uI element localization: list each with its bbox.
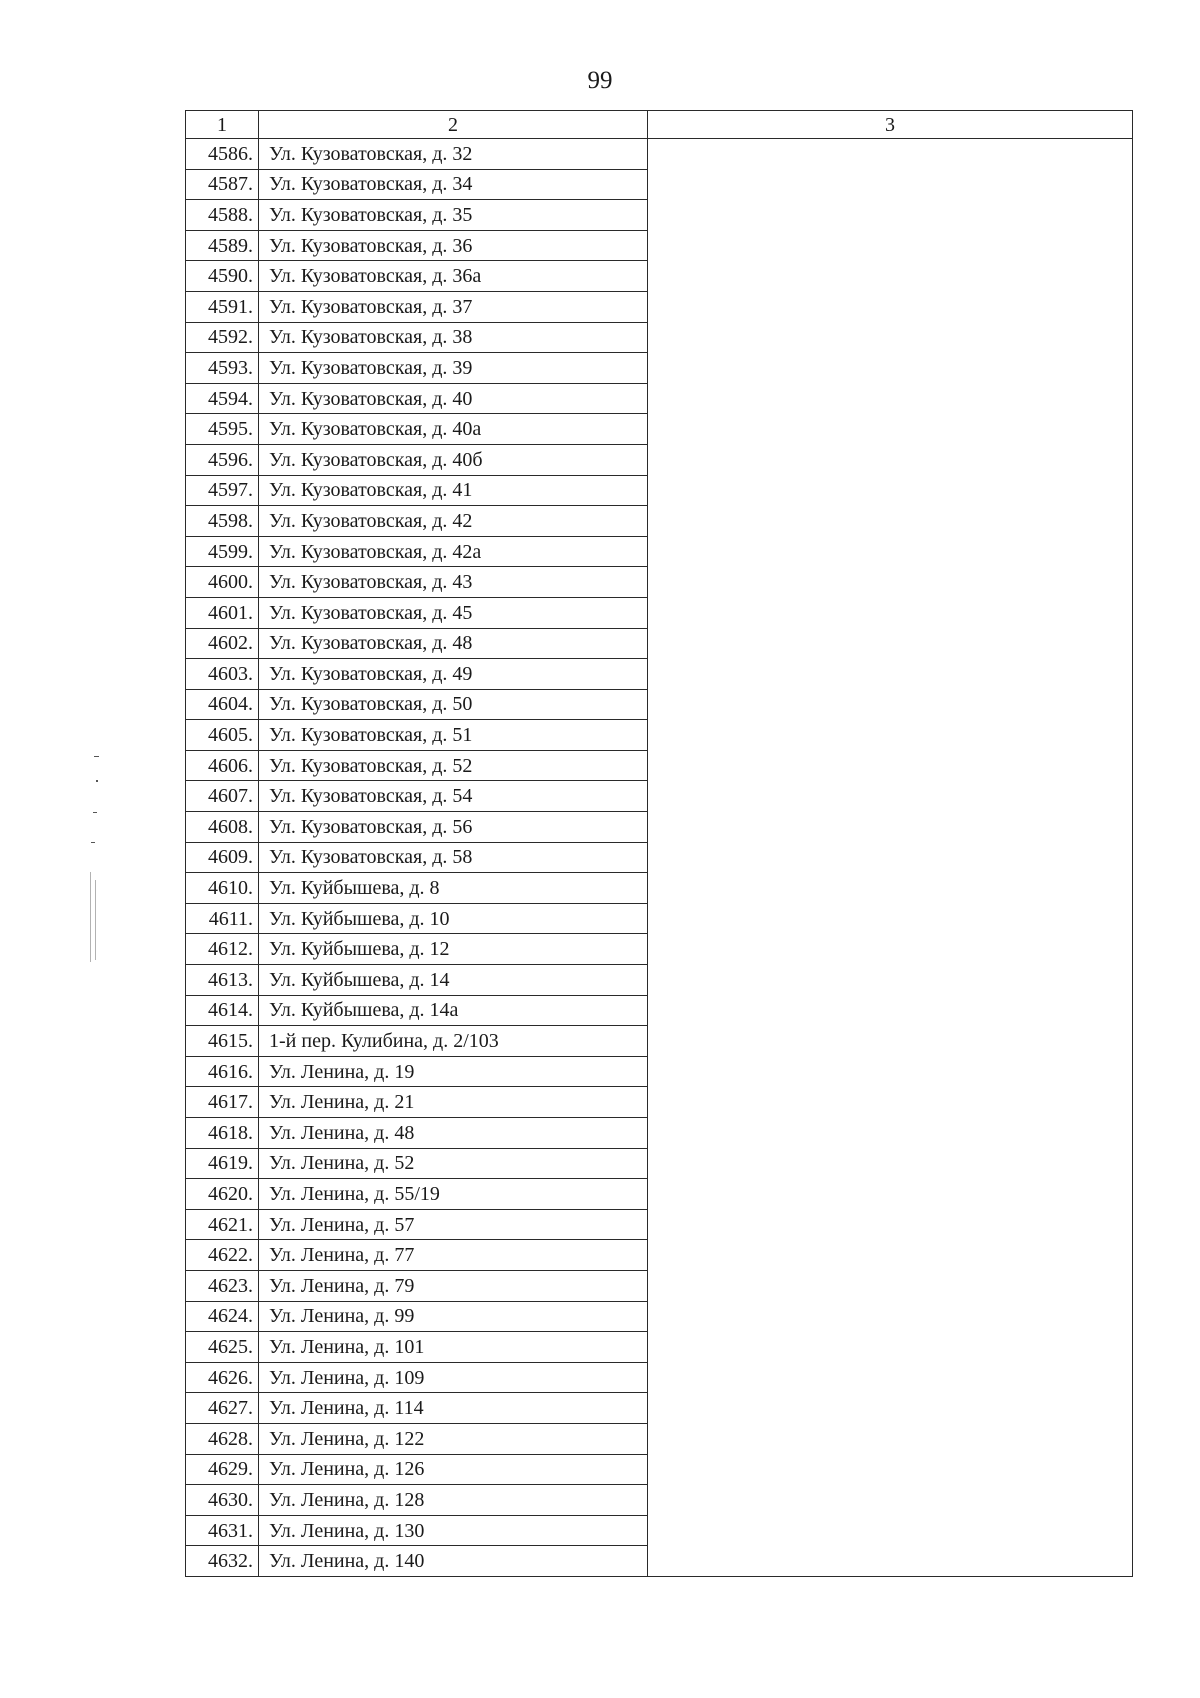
row-address: Ул. Ленина, д. 126 — [259, 1454, 648, 1485]
row-address: Ул. Кузоватовская, д. 40 — [259, 383, 648, 414]
table-row — [186, 414, 1133, 445]
row-number: 4603. — [186, 659, 259, 690]
row-number: 4606. — [186, 750, 259, 781]
row-number: 4611. — [186, 903, 259, 934]
table-row — [186, 444, 1133, 475]
table-row — [186, 230, 1133, 261]
row-address: Ул. Кузоватовская, д. 38 — [259, 322, 648, 353]
scan-artifact — [93, 812, 97, 813]
row-number: 4612. — [186, 934, 259, 965]
row-number: 4613. — [186, 965, 259, 996]
row-col3 — [648, 139, 1133, 170]
table-row — [186, 536, 1133, 567]
row-col3 — [648, 353, 1133, 384]
row-address: Ул. Кузоватовская, д. 41 — [259, 475, 648, 506]
table-row — [186, 659, 1133, 690]
row-address: Ул. Ленина, д. 140 — [259, 1546, 648, 1577]
row-col3 — [648, 261, 1133, 292]
row-address: Ул. Кузоватовская, д. 58 — [259, 842, 648, 873]
row-address: Ул. Кузоватовская, д. 43 — [259, 567, 648, 598]
row-col3 — [648, 169, 1133, 200]
scan-artifact — [91, 842, 95, 843]
row-col3 — [648, 1332, 1133, 1363]
row-col3 — [648, 536, 1133, 567]
row-address: Ул. Ленина, д. 19 — [259, 1056, 648, 1087]
table-row — [186, 842, 1133, 873]
row-address: Ул. Кузоватовская, д. 50 — [259, 689, 648, 720]
table-row — [186, 1026, 1133, 1057]
row-address: Ул. Ленина, д. 79 — [259, 1270, 648, 1301]
table-row — [186, 169, 1133, 200]
row-number: 4626. — [186, 1362, 259, 1393]
row-address: Ул. Кузоватовская, д. 48 — [259, 628, 648, 659]
row-col3 — [648, 230, 1133, 261]
row-number: 4602. — [186, 628, 259, 659]
table-row — [186, 1148, 1133, 1179]
row-address: Ул. Ленина, д. 122 — [259, 1423, 648, 1454]
scan-artifact — [95, 880, 96, 960]
row-address: Ул. Ленина, д. 114 — [259, 1393, 648, 1424]
row-number: 4599. — [186, 536, 259, 567]
row-col3 — [648, 995, 1133, 1026]
row-number: 4631. — [186, 1515, 259, 1546]
table-row — [186, 1423, 1133, 1454]
row-number: 4632. — [186, 1546, 259, 1577]
table-row — [186, 1270, 1133, 1301]
table-row — [186, 934, 1133, 965]
row-col3 — [648, 1179, 1133, 1210]
row-number: 4600. — [186, 567, 259, 598]
row-col3 — [648, 1423, 1133, 1454]
row-col3 — [648, 934, 1133, 965]
page-number: 99 — [587, 67, 613, 94]
table-row — [186, 200, 1133, 231]
row-col3 — [648, 1301, 1133, 1332]
row-address: Ул. Ленина, д. 52 — [259, 1148, 648, 1179]
row-address: Ул. Ленина, д. 57 — [259, 1209, 648, 1240]
row-address: Ул. Ленина, д. 21 — [259, 1087, 648, 1118]
table-row — [186, 597, 1133, 628]
row-address: Ул. Куйбышева, д. 8 — [259, 873, 648, 904]
row-number: 4627. — [186, 1393, 259, 1424]
table-row — [186, 383, 1133, 414]
row-address: Ул. Кузоватовская, д. 42 — [259, 506, 648, 537]
row-address: Ул. Кузоватовская, д. 36 — [259, 230, 648, 261]
row-number: 4614. — [186, 995, 259, 1026]
row-col3 — [648, 1454, 1133, 1485]
table-row — [186, 995, 1133, 1026]
row-col3 — [648, 414, 1133, 445]
table-row — [186, 1056, 1133, 1087]
row-col3 — [648, 1087, 1133, 1118]
row-col3 — [648, 506, 1133, 537]
row-address: Ул. Ленина, д. 48 — [259, 1118, 648, 1149]
row-address: Ул. Ленина, д. 128 — [259, 1485, 648, 1516]
row-col3 — [648, 1393, 1133, 1424]
row-number: 4609. — [186, 842, 259, 873]
row-address: Ул. Кузоватовская, д. 39 — [259, 353, 648, 384]
row-col3 — [648, 1118, 1133, 1149]
table-row — [186, 1485, 1133, 1516]
row-number: 4608. — [186, 812, 259, 843]
row-address: Ул. Куйбышева, д. 14 — [259, 965, 648, 996]
table-row — [186, 873, 1133, 904]
row-col3 — [648, 1026, 1133, 1057]
table-row — [186, 475, 1133, 506]
row-number: 4597. — [186, 475, 259, 506]
row-col3 — [648, 873, 1133, 904]
row-col3 — [648, 1546, 1133, 1577]
row-number: 4596. — [186, 444, 259, 475]
row-address: Ул. Ленина, д. 130 — [259, 1515, 648, 1546]
row-address: Ул. Ленина, д. 99 — [259, 1301, 648, 1332]
table-row — [186, 1393, 1133, 1424]
row-col3 — [648, 597, 1133, 628]
row-col3 — [648, 1056, 1133, 1087]
row-number: 4601. — [186, 597, 259, 628]
row-number: 4587. — [186, 169, 259, 200]
header-col-3: 3 — [648, 111, 1133, 139]
row-address: Ул. Кузоватовская, д. 34 — [259, 169, 648, 200]
row-number: 4623. — [186, 1270, 259, 1301]
row-col3 — [648, 903, 1133, 934]
row-address: Ул. Кузоватовская, д. 51 — [259, 720, 648, 751]
row-col3 — [648, 965, 1133, 996]
row-number: 4630. — [186, 1485, 259, 1516]
row-number: 4624. — [186, 1301, 259, 1332]
row-col3 — [648, 1362, 1133, 1393]
row-number: 4610. — [186, 873, 259, 904]
scan-artifact — [96, 780, 98, 782]
row-number: 4607. — [186, 781, 259, 812]
row-col3 — [648, 781, 1133, 812]
table-row — [186, 965, 1133, 996]
scan-artifact — [94, 756, 99, 757]
row-number: 4598. — [186, 506, 259, 537]
row-number: 4615. — [186, 1026, 259, 1057]
row-number: 4616. — [186, 1056, 259, 1087]
row-number: 4625. — [186, 1332, 259, 1363]
row-col3 — [648, 842, 1133, 873]
header-col-2: 2 — [259, 111, 648, 139]
row-col3 — [648, 750, 1133, 781]
row-number: 4594. — [186, 383, 259, 414]
row-col3 — [648, 628, 1133, 659]
row-number: 4628. — [186, 1423, 259, 1454]
row-col3 — [648, 720, 1133, 751]
row-number: 4618. — [186, 1118, 259, 1149]
row-number: 4589. — [186, 230, 259, 261]
row-col3 — [648, 567, 1133, 598]
table-row — [186, 1087, 1133, 1118]
table-row — [186, 1209, 1133, 1240]
table-row — [186, 781, 1133, 812]
row-address: Ул. Кузоватовская, д. 54 — [259, 781, 648, 812]
row-address: Ул. Кузоватовская, д. 49 — [259, 659, 648, 690]
row-number: 4593. — [186, 353, 259, 384]
address-table — [185, 110, 1133, 1577]
row-col3 — [648, 1485, 1133, 1516]
row-number: 4605. — [186, 720, 259, 751]
row-col3 — [648, 689, 1133, 720]
table-row — [186, 1179, 1133, 1210]
header-col-1: 1 — [186, 111, 259, 139]
row-number: 4617. — [186, 1087, 259, 1118]
row-address: Ул. Кузоватовская, д. 32 — [259, 139, 648, 170]
row-number: 4592. — [186, 322, 259, 353]
row-number: 4604. — [186, 689, 259, 720]
row-address: Ул. Ленина, д. 55/19 — [259, 1179, 648, 1210]
row-col3 — [648, 1270, 1133, 1301]
table-row — [186, 1362, 1133, 1393]
table-body — [186, 139, 1133, 1577]
row-number: 4622. — [186, 1240, 259, 1271]
row-number: 4595. — [186, 414, 259, 445]
row-col3 — [648, 200, 1133, 231]
row-col3 — [648, 475, 1133, 506]
table-row — [186, 750, 1133, 781]
row-number: 4588. — [186, 200, 259, 231]
row-col3 — [648, 1240, 1133, 1271]
table-row — [186, 139, 1133, 170]
table-row — [186, 506, 1133, 537]
row-address: Ул. Кузоватовская, д. 37 — [259, 291, 648, 322]
table-row — [186, 720, 1133, 751]
table-row — [186, 1240, 1133, 1271]
row-address: Ул. Куйбышева, д. 14а — [259, 995, 648, 1026]
row-number: 4620. — [186, 1179, 259, 1210]
row-address: Ул. Кузоватовская, д. 40а — [259, 414, 648, 445]
row-address: Ул. Кузоватовская, д. 40б — [259, 444, 648, 475]
row-number: 4586. — [186, 139, 259, 170]
row-address: Ул. Кузоватовская, д. 56 — [259, 812, 648, 843]
table-row — [186, 1332, 1133, 1363]
row-address: 1-й пер. Кулибина, д. 2/103 — [259, 1026, 648, 1057]
row-number: 4619. — [186, 1148, 259, 1179]
table-row — [186, 1515, 1133, 1546]
row-col3 — [648, 444, 1133, 475]
table-row — [186, 1454, 1133, 1485]
row-address: Ул. Куйбышева, д. 12 — [259, 934, 648, 965]
row-col3 — [648, 291, 1133, 322]
table-row — [186, 628, 1133, 659]
row-address: Ул. Куйбышева, д. 10 — [259, 903, 648, 934]
table-row — [186, 567, 1133, 598]
scan-artifact — [90, 872, 91, 962]
table-row — [186, 291, 1133, 322]
row-address: Ул. Ленина, д. 109 — [259, 1362, 648, 1393]
header-row — [186, 111, 1133, 139]
row-number: 4621. — [186, 1209, 259, 1240]
row-col3 — [648, 812, 1133, 843]
row-address: Ул. Кузоватовская, д. 35 — [259, 200, 648, 231]
table-row — [186, 812, 1133, 843]
row-number: 4629. — [186, 1454, 259, 1485]
table-row — [186, 1301, 1133, 1332]
row-col3 — [648, 322, 1133, 353]
table-row — [186, 261, 1133, 292]
table-row — [186, 353, 1133, 384]
table-row — [186, 1118, 1133, 1149]
table-row — [186, 322, 1133, 353]
row-col3 — [648, 1209, 1133, 1240]
table-row — [186, 689, 1133, 720]
row-address: Ул. Кузоватовская, д. 45 — [259, 597, 648, 628]
row-number: 4590. — [186, 261, 259, 292]
row-col3 — [648, 659, 1133, 690]
row-address: Ул. Кузоватовская, д. 52 — [259, 750, 648, 781]
row-number: 4591. — [186, 291, 259, 322]
row-address: Ул. Ленина, д. 77 — [259, 1240, 648, 1271]
row-col3 — [648, 1515, 1133, 1546]
table-row — [186, 903, 1133, 934]
row-col3 — [648, 383, 1133, 414]
row-col3 — [648, 1148, 1133, 1179]
row-address: Ул. Ленина, д. 101 — [259, 1332, 648, 1363]
table-row — [186, 1546, 1133, 1577]
row-address: Ул. Кузоватовская, д. 42а — [259, 536, 648, 567]
row-address: Ул. Кузоватовская, д. 36а — [259, 261, 648, 292]
